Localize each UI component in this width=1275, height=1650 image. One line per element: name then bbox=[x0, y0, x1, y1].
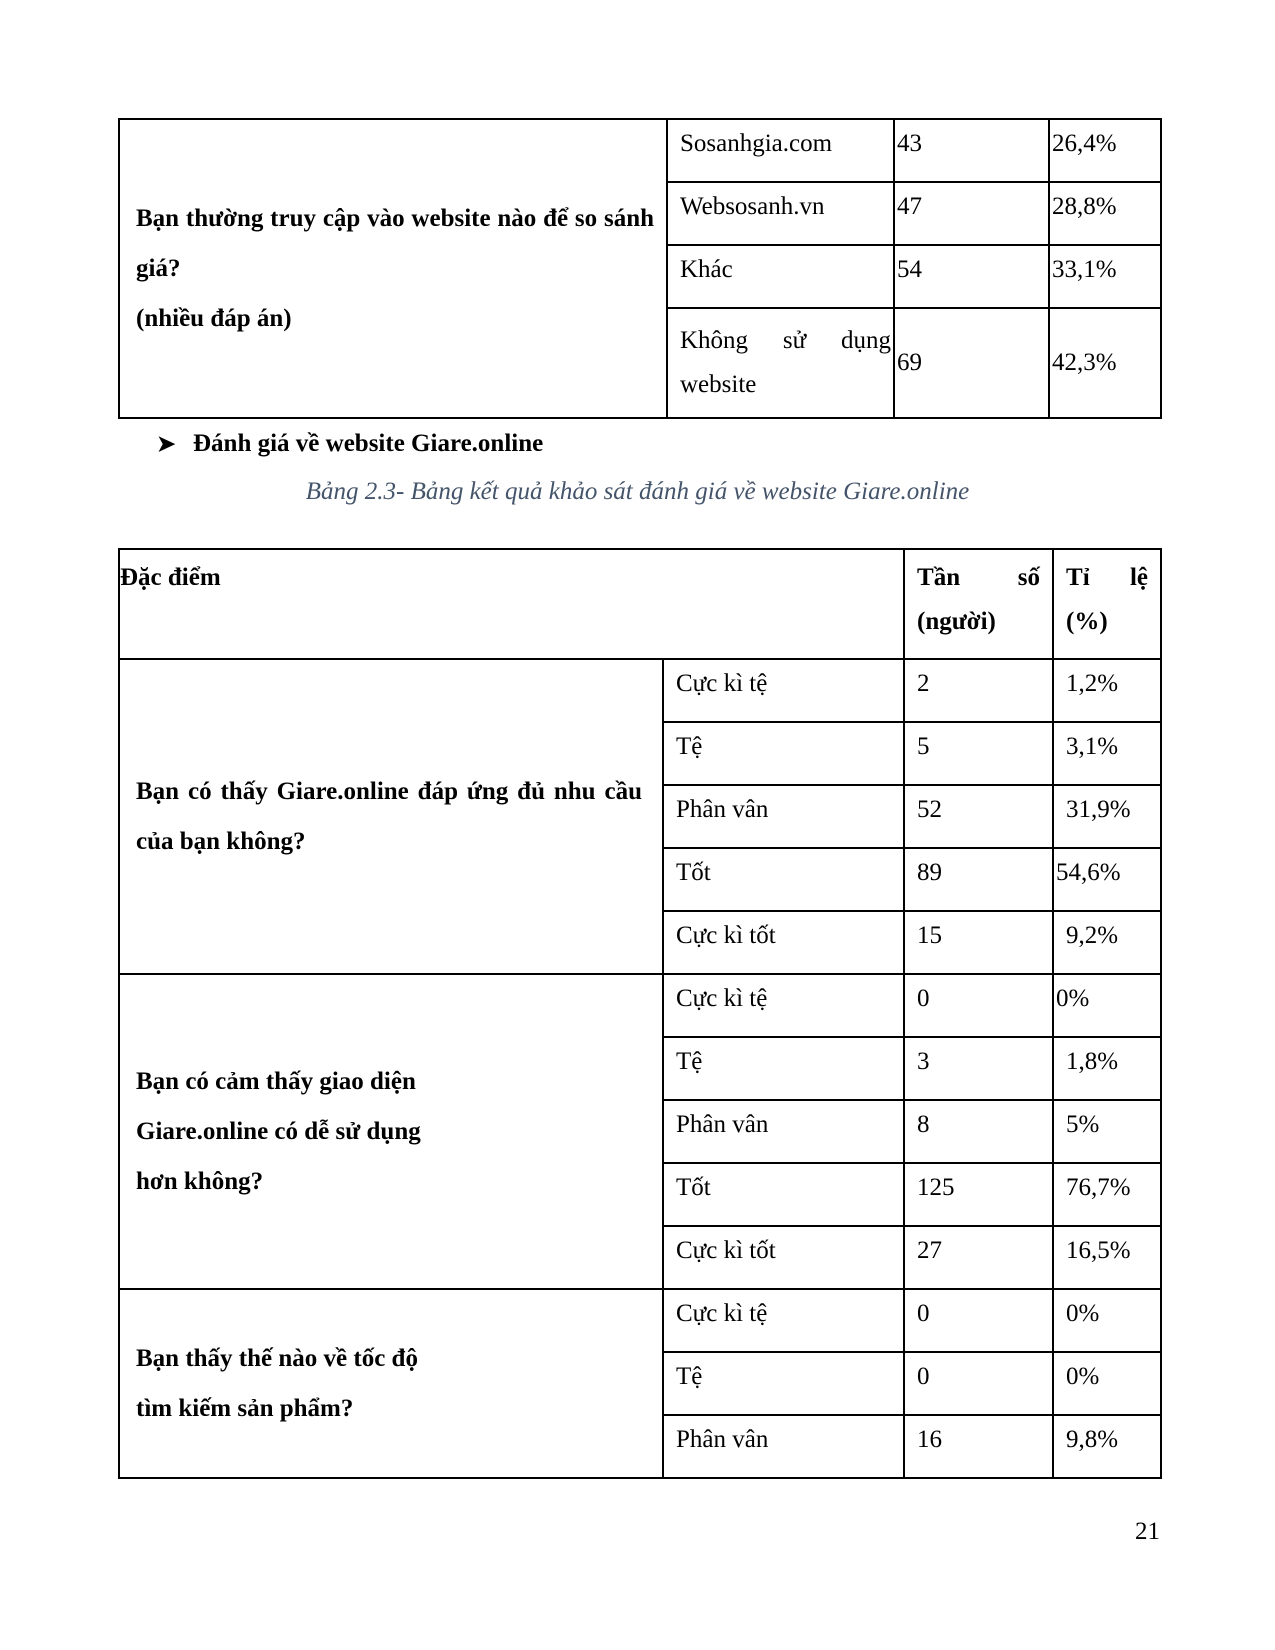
percent-cell: 28,8% bbox=[1049, 182, 1161, 245]
percent-cell: 0% bbox=[1053, 974, 1161, 1037]
percent-cell: 1,8% bbox=[1053, 1037, 1161, 1100]
frequency-cell: 16 bbox=[904, 1415, 1053, 1478]
frequency-cell: 0 bbox=[904, 1352, 1053, 1415]
option-cell: Tốt bbox=[663, 848, 904, 911]
percent-cell: 26,4% bbox=[1049, 119, 1161, 182]
option-cell: Khác bbox=[667, 245, 894, 308]
frequency-cell: 5 bbox=[904, 722, 1053, 785]
table-caption: Bảng 2.3- Bảng kết quả khảo sát đánh giá về website Giare.online bbox=[305, 478, 970, 505]
frequency-cell: 47 bbox=[894, 182, 1049, 245]
option-text: Không sử dụng website bbox=[680, 327, 891, 398]
option-cell: Tốt bbox=[663, 1163, 904, 1226]
question-text-line: hơn không? bbox=[136, 1167, 264, 1195]
arrow-bullet-icon: ➤ bbox=[157, 431, 176, 456]
option-cell: Tệ bbox=[663, 1037, 904, 1100]
option-cell: Cực kì tệ bbox=[663, 974, 904, 1037]
header-percent-text: Tỉ lệ (%) bbox=[1066, 564, 1149, 635]
website-usage-table bbox=[118, 118, 1162, 419]
option-cell: Websosanh.vn bbox=[667, 182, 894, 245]
percent-cell: 33,1% bbox=[1049, 245, 1161, 308]
percent-cell: 76,7% bbox=[1053, 1163, 1161, 1226]
frequency-cell: 69 bbox=[894, 308, 1049, 418]
frequency-cell: 89 bbox=[904, 848, 1053, 911]
question-text-line: Bạn có cảm thấy giao diện bbox=[136, 1067, 416, 1095]
option-cell bbox=[667, 308, 894, 418]
header-frequency-text: Tần số (người) bbox=[917, 564, 1041, 635]
option-cell: Cực kì tốt bbox=[663, 911, 904, 974]
frequency-cell: 0 bbox=[904, 974, 1053, 1037]
question-text-line: Bạn thấy thế nào về tốc độ bbox=[136, 1344, 418, 1372]
percent-cell: 3,1% bbox=[1053, 722, 1161, 785]
section-heading-text: Đánh giá về website Giare.online bbox=[193, 430, 544, 457]
table-row bbox=[119, 119, 1161, 182]
percent-cell: 5% bbox=[1053, 1100, 1161, 1163]
percent-cell: 42,3% bbox=[1049, 308, 1161, 418]
option-cell: Tệ bbox=[663, 722, 904, 785]
frequency-cell: 43 bbox=[894, 119, 1049, 182]
question-text: Bạn thường truy cập vào website nào để so sánh giá? bbox=[136, 204, 654, 282]
giare-evaluation-table bbox=[118, 548, 1162, 1479]
percent-cell: 0% bbox=[1053, 1352, 1161, 1415]
option-cell: Phân vân bbox=[663, 1100, 904, 1163]
table-header-row bbox=[119, 549, 1161, 659]
percent-cell: 0% bbox=[1053, 1289, 1161, 1352]
header-percent bbox=[1053, 549, 1161, 659]
frequency-cell: 54 bbox=[894, 245, 1049, 308]
percent-cell: 9,8% bbox=[1053, 1415, 1161, 1478]
table-row bbox=[119, 974, 1161, 1037]
question-text: Bạn có thấy Giare.online đáp ứng đủ nhu cầu của bạn không? bbox=[136, 777, 642, 855]
frequency-cell: 8 bbox=[904, 1100, 1053, 1163]
option-cell: Phân vân bbox=[663, 785, 904, 848]
question-cell bbox=[119, 659, 663, 974]
frequency-cell: 3 bbox=[904, 1037, 1053, 1100]
section-heading bbox=[157, 430, 543, 458]
question-cell bbox=[119, 974, 663, 1289]
question-text-line: Giare.online có dễ sử dụng bbox=[136, 1117, 421, 1145]
frequency-cell: 27 bbox=[904, 1226, 1053, 1289]
question-note: (nhiều đáp án) bbox=[136, 304, 292, 332]
question-cell bbox=[119, 119, 667, 418]
option-cell: Cực kì tốt bbox=[663, 1226, 904, 1289]
percent-cell: 1,2% bbox=[1053, 659, 1161, 722]
frequency-cell: 15 bbox=[904, 911, 1053, 974]
percent-cell: 54,6% bbox=[1053, 848, 1161, 911]
page-number: 21 bbox=[1135, 1518, 1160, 1545]
table-row bbox=[119, 659, 1161, 722]
header-feature: Đặc điểm bbox=[119, 549, 904, 659]
option-cell: Cực kì tệ bbox=[663, 1289, 904, 1352]
table-row bbox=[119, 1289, 1161, 1352]
header-frequency bbox=[904, 549, 1053, 659]
question-text-line: tìm kiếm sản phẩm? bbox=[136, 1394, 354, 1422]
option-cell: Sosanhgia.com bbox=[667, 119, 894, 182]
option-cell: Cực kì tệ bbox=[663, 659, 904, 722]
frequency-cell: 0 bbox=[904, 1289, 1053, 1352]
percent-cell: 16,5% bbox=[1053, 1226, 1161, 1289]
frequency-cell: 2 bbox=[904, 659, 1053, 722]
option-cell: Tệ bbox=[663, 1352, 904, 1415]
percent-cell: 9,2% bbox=[1053, 911, 1161, 974]
frequency-cell: 52 bbox=[904, 785, 1053, 848]
option-cell: Phân vân bbox=[663, 1415, 904, 1478]
question-cell bbox=[119, 1289, 663, 1478]
frequency-cell: 125 bbox=[904, 1163, 1053, 1226]
percent-cell: 31,9% bbox=[1053, 785, 1161, 848]
